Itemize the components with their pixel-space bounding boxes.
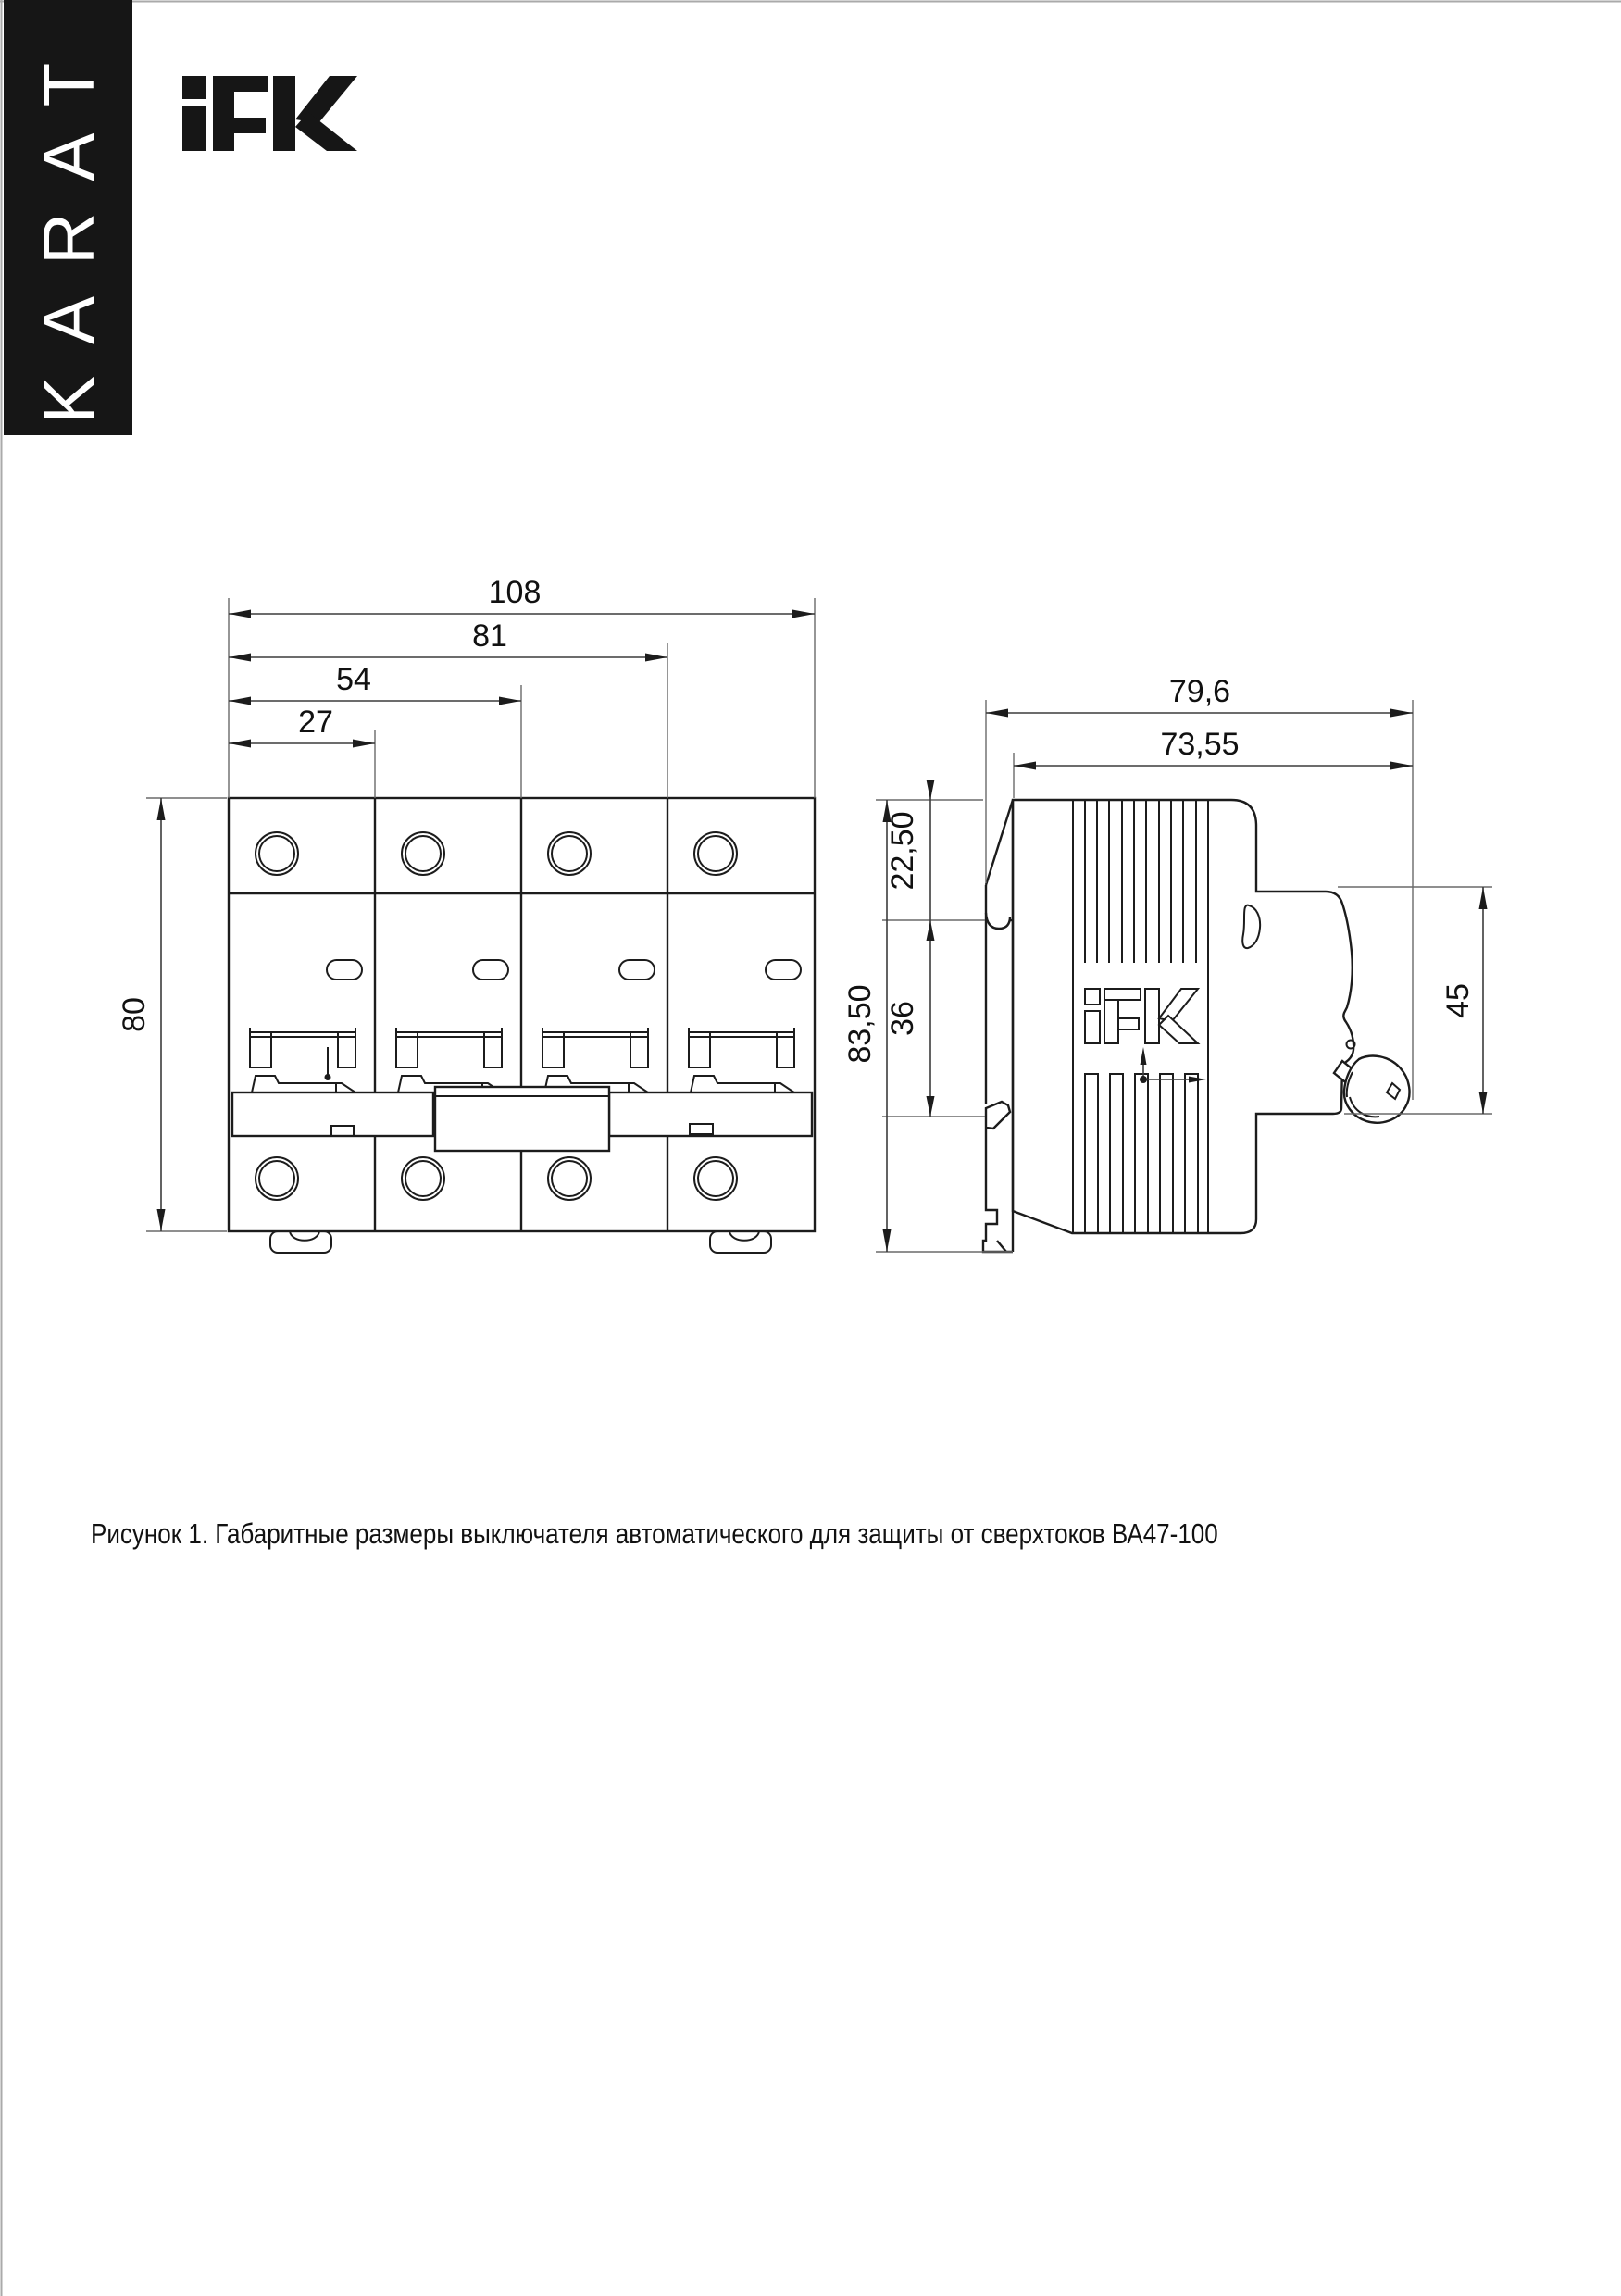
side-view [983, 800, 1410, 1252]
dim-label-depth-body: 73,55 [1160, 727, 1240, 762]
rail-clip-hook [986, 1102, 1010, 1129]
side-view-dimensions [842, 674, 1492, 1252]
dim-label-width-27: 27 [298, 705, 333, 740]
din-rail-back-plate [983, 800, 1013, 1252]
dim-label-mid-section: 36 [885, 1001, 920, 1036]
dim-label-width-54: 54 [336, 662, 371, 697]
iek-logo-icon [182, 76, 357, 151]
brand-vertical-label: KARAT [28, 31, 109, 424]
brand-panel [4, 0, 132, 435]
handle-pointer-dot [325, 1074, 331, 1080]
front-view [229, 798, 815, 1253]
marking-windows [327, 960, 801, 980]
figure-caption: Рисунок 1. Габаритные размеры выключателя автоматического для защиты от сверхтоков ВА47-100 [91, 1517, 1218, 1551]
cover-slot [1242, 905, 1260, 949]
dim-label-top-section: 22,50 [885, 811, 920, 891]
top-terminal-screws [256, 832, 737, 875]
dim-label-side-height: 83,50 [842, 984, 878, 1064]
handle-tie-bar [232, 1087, 812, 1151]
dim-label-width-81: 81 [472, 618, 507, 654]
dim-label-front-45: 45 [1440, 983, 1476, 1018]
dim-label-front-height: 80 [117, 997, 152, 1032]
iek-logo-embossed-icon [1085, 989, 1198, 1043]
din-rail-clips [270, 1231, 771, 1253]
bottom-terminal-screws [256, 1157, 737, 1200]
dim-label-depth-total: 79,6 [1168, 674, 1231, 709]
dim-label-total-width: 108 [488, 575, 542, 610]
side-toggle-handle [1334, 1056, 1410, 1123]
